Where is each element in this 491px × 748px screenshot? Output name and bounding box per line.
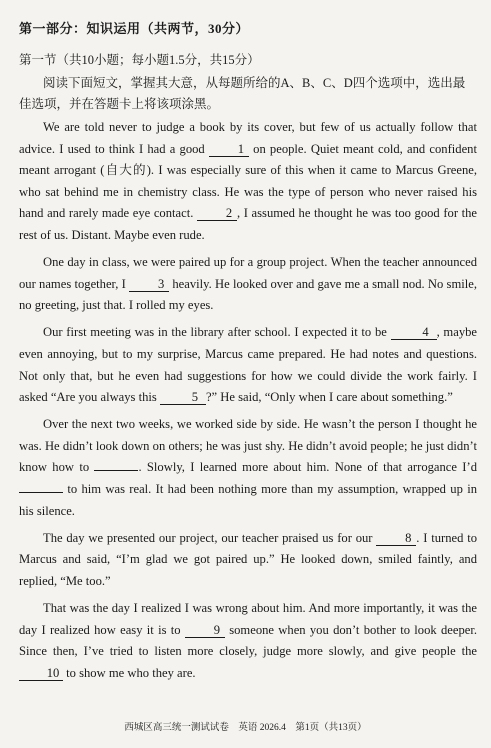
paragraph-5 xyxy=(19,528,477,593)
blank-10: 10 xyxy=(19,666,63,681)
text: heavily. He looked over and gave me a small nod. No smile, no greeting, just that. I rolled my eyes. xyxy=(19,276,477,313)
blank-9: 9 xyxy=(185,623,225,638)
blank-2: 2 xyxy=(197,206,237,221)
text: That was the day I realized I was wrong about him. And more importantly, it was the day I realized how easy it is to xyxy=(19,600,477,637)
blank-8: 8 xyxy=(376,531,416,546)
paragraph-6 xyxy=(19,598,477,684)
paragraph-1 xyxy=(19,117,477,247)
text: Our first meeting was in the library after school. I expected it to be xyxy=(43,325,387,340)
cloze-passage xyxy=(19,117,477,690)
text: We are told never to judge a book by its cover, but few of us actually follow that advice. I used to think I had a good xyxy=(19,120,477,156)
blank-7 xyxy=(19,492,63,493)
subsection-title: 第一节（共10小题；每小题1.5分，共15分） xyxy=(19,53,260,67)
text: to show me who they are. xyxy=(66,665,196,680)
blank-3: 3 xyxy=(129,277,169,292)
blank-6 xyxy=(94,470,138,471)
text: ?” He said, “Only when I care about something.” xyxy=(205,390,453,405)
section-title: 第一部分：知识运用（共两节，30分） xyxy=(19,21,250,36)
text: to him was real. It had been nothing more than my assumption, wrapped up in his silence. xyxy=(19,482,478,518)
page-footer: 西城区高三统一测试试卷 英语 2026.4 第1页（共13页） xyxy=(124,723,367,733)
blank-4: 4 xyxy=(391,325,437,340)
paragraph-3 xyxy=(19,322,477,408)
blank-5: 5 xyxy=(160,390,206,405)
text: . I turned to Marcus and said, “I’m glad we got paired up.” He looked down, smiled faintly, and replied, “Me too.” xyxy=(19,530,477,588)
text: , maybe even annoying, but to my surprise, Marcus came prepared. He had notes and questions. Not only that, but he even had suggestions for how we could divide the work fairly. I asked “Are you always this xyxy=(19,325,477,405)
text: The day we presented our project, our teacher praised us for our xyxy=(43,530,373,545)
paragraph-2 xyxy=(19,252,477,317)
paragraph-4 xyxy=(19,414,477,522)
text: someone when you don’t bother to look deeper. Since then, I’ve tried to listen more closely, judge more slowly, and give people the xyxy=(19,622,478,659)
text: . Slowly, I learned more about him. None of that arrogance I’d xyxy=(138,460,477,475)
text: One day in class, we were paired up for a group project. When the teacher announced our names together, I xyxy=(19,255,477,291)
blank-1: 1 xyxy=(209,142,249,157)
text: on people. Quiet meant cold, and confident meant arrogant (自大的). I was especially sure of this when it came to Marcus Greene, who sat behind me in chemistry class. He was the type of person who never raised his hand and rarely made eye contact. xyxy=(19,141,477,221)
instructions: 阅读下面短文，掌握其大意，从每题所给的A、B、C、D四个选项中，选出最佳选项，并在答题卡上将该项涂黑。 xyxy=(19,76,466,111)
text: Over the next two weeks, we worked side by side. He wasn’t the person I thought he was. He didn’t look down on others; he was just shy. He didn’t avoid people; he just didn’t know how to xyxy=(19,417,477,475)
text: , I assumed he thought he was too good for the rest of us. Distant. Maybe even rude. xyxy=(19,206,478,242)
